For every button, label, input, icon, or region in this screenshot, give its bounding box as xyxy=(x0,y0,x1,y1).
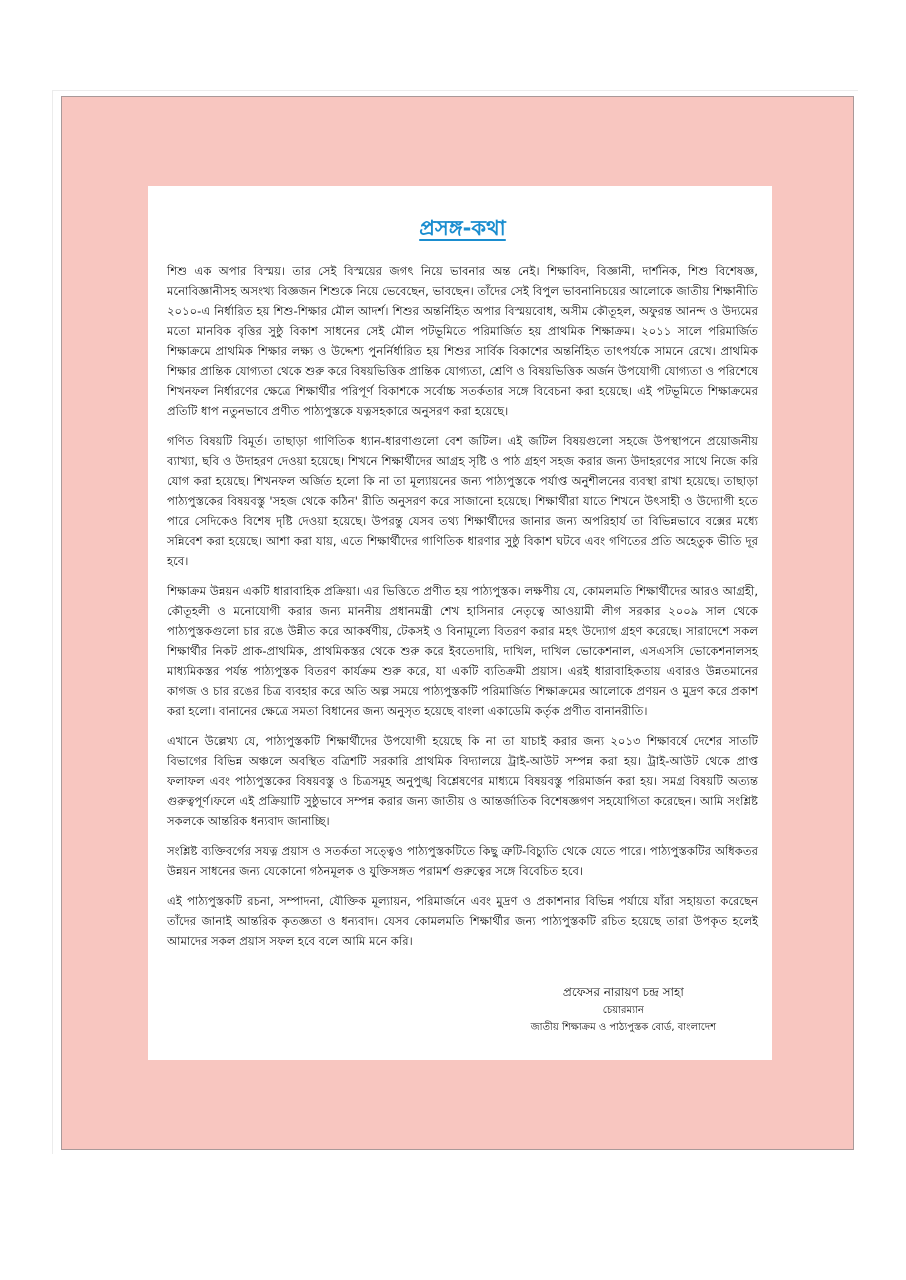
paragraph: এই পাঠ্যপুস্তকটি রচনা, সম্পাদনা, যৌক্তিক মূল্যায়ন, পরিমার্জনে এবং মুদ্রণ ও প্রকাশনার বিভিন্ন পর্যায়ে যাঁরা সহায়তা করেছেন তাঁদের জানাই আন্তরিক কৃতজ্ঞতা ও ধন্যবাদ। যেসব কোমলমতি শিক্ষার্থীর জন্য পাঠ্যপুস্তকটি রচিত হয়েছে তারা উপকৃত হলেই আমাদের সকল প্রয়াস সফল হবে বলে আমি মনে করি। xyxy=(167,894,758,948)
page-title: প্রসঙ্গ-কথা xyxy=(419,216,506,240)
preface-card xyxy=(148,186,772,1060)
paragraph: শিক্ষাক্রম উন্নয়ন একটি ধারাবাহিক প্রক্রিয়া। এর ভিত্তিতে প্রণীত হয় পাঠ্যপুস্তক। লক্ষণীয় যে, কোমলমতি শিক্ষার্থীদের আরও আগ্রহী, কৌতূহলী ও মনোযোগী করার জন্য মাননীয় প্রধানমন্ত্রী শেখ হাসিনার নেতৃত্বে আওয়ামী লীগ সরকার ২০০৯ সাল থেকে পাঠ্যপুস্তকগুলো চার রঙে উন্নীত করে আকর্ষণীয়, টেকসই ও বিনামূল্যে বিতরণ করার মহৎ উদ্যোগ গ্রহণ করেছে। সারাদেশে সকল শিক্ষার্থীর নিকট প্রাক-প্রাথমিক, প্রাথমিকস্তর থেকে শুরু করে ইবতেদায়ি, দাখিল, দাখিল ভোকেশনাল, এসএসসি ভোকেশনালসহ মাধ্যমিকস্তর পর্যন্ত পাঠ্যপুস্তক বিতরণ কার্যক্রম শুরু করে, যা একটি ব্যতিক্রমী প্রয়াস। এরই ধারাবাহিকতায় এবারও উন্নতমানের কাগজ ও চার রঙের চিত্র ব্যবহার করে অতি অল্প সময়ে পাঠ্যপুস্তকটি পরিমার্জিত শিক্ষাক্রমের আলোকে প্রণয়ন ও মুদ্রণ করে প্রকাশ করা হলো। বানানের ক্ষেত্রে সমতা বিধানের জন্য অনুসৃত হয়েছে বাংলা একাডেমি কর্তৃক প্রণীত বানানরীতি। xyxy=(167,584,758,718)
paragraph: গণিত বিষয়টি বিমূর্ত। তাছাড়া গাণিতিক ধ্যান-ধারণাগুলো বেশ জটিল। এই জটিল বিষয়গুলো সহজে উপস্থাপনে প্রয়োজনীয় ব্যাখ্যা, ছবি ও উদাহরণ দেওয়া হয়েছে। শিখনে শিক্ষার্থীদের আগ্রহ সৃষ্টি ও পাঠ গ্রহণ সহজ করার জন্য উদাহরণের সাথে নিজে করি যোগ করা হয়েছে। শিখনফল অর্জিত হলো কি না তা মূল্যায়নের জন্য পাঠ্যপুস্তকে পর্যাপ্ত অনুশীলনের ব্যবস্থা রাখা হয়েছে। তাছাড়া পাঠ্যপুস্তকের বিষয়বস্তু 'সহজ থেকে কঠিন' রীতি অনুসরণ করে সাজানো হয়েছে। শিক্ষার্থীরা যাতে শিখনে উৎসাহী ও উদ্যোগী হতে পারে সেদিকেও বিশেষ দৃষ্টি দেওয়া হয়েছে। উপরন্তু যেসব তথ্য শিক্ষার্থীদের জানার জন্য অপরিহার্য তা বিভিন্নভাবে বক্সের মধ্যে সন্নিবেশ করা হয়েছে। আশা করা যায়, এতে শিক্ষার্থীদের গাণিতিক ধারণার সুষ্ঠু বিকাশ ঘটবে এবং গণিতের প্রতি অহেতুক ভীতি দূর হবে। xyxy=(167,434,758,568)
signatory-title: চেয়ারম্যান xyxy=(602,1005,644,1016)
signature-block xyxy=(531,983,716,1036)
signatory-organization: জাতীয় শিক্ষাক্রম ও পাঠ্যপুস্তক বোর্ড, বাংলাদেশ xyxy=(530,1022,716,1033)
paragraph: শিশু এক অপার বিস্ময়। তার সেই বিস্ময়ের জগৎ নিয়ে ভাবনার অন্ত নেই। শিক্ষাবিদ, বিজ্ঞানী, দার্শনিক, শিশু বিশেষজ্ঞ, মনোবিজ্ঞানীসহ অসংখ্য বিজ্ঞজন শিশুকে নিয়ে ভেবেছেন, ভাবছেন। তাঁদের সেই বিপুল ভাবনানিচয়ের আলোকে জাতীয় শিক্ষানীতি ২০১০-এ নির্ধারিত হয় শিশু-শিক্ষার মৌল আদর্শ। শিশুর অন্তর্নিহিত অপার বিস্ময়বোধ, অসীম কৌতূহল, অফুরন্ত আনন্দ ও উদ্যমের মতো মানবিক বৃত্তির সুষ্ঠু বিকাশ সাধনের সেই মৌল পটভূমিতে পরিমার্জিত হয় প্রাথমিক শিক্ষাক্রম। ২০১১ সালে পরিমার্জিত শিক্ষাক্রমে প্রাথমিক শিক্ষার লক্ষ্য ও উদ্দেশ্য পুনর্নির্ধারিত হয় শিশুর সার্বিক বিকাশের অন্তর্নিহিত তাৎপর্যকে সামনে রেখে। প্রাথমিক শিক্ষার প্রান্তিক যোগ্যতা থেকে শুরু করে বিষয়ভিত্তিক প্রান্তিক যোগ্যতা, শ্রেণি ও বিষয়ভিত্তিক অর্জন উপযোগী যোগ্যতা ও পরিশেষে শিখনফল নির্ধারণের ক্ষেত্রে শিক্ষার্থীর পরিপূর্ণ বিকাশকে সর্বোচ্চ সতর্কতার সঙ্গে বিবেচনা করা হয়েছে। এই পটভূমিতে শিক্ষাক্রমের প্রতিটি ধাপ নতুনভাবে প্রণীত পাঠ্যপুস্তকে যত্নসহকারে অনুসরণ করা হয়েছে। xyxy=(167,264,758,418)
paragraph: এখানে উল্লেখ্য যে, পাঠ্যপুস্তকটি শিক্ষার্থীদের উপযোগী হয়েছে কি না তা যাচাই করার জন্য ২০১৩ শিক্ষাবর্ষে দেশের সাতটি বিভাগের বিভিন্ন অঞ্চলে অবস্থিত বত্রিশটি সরকারি প্রাথমিক বিদ্যালয়ে ট্রাই-আউট সম্পন্ন করা হয়। ট্রাই-আউট থেকে প্রাপ্ত ফলাফল এবং পাঠ্যপুস্তকের বিষয়বস্তু ও চিত্রসমূহ অনুপুঙ্খ বিশ্লেষণের মাধ্যমে বিষয়বস্তু পরিমার্জন করা হয়। সমগ্র বিষয়টি অত্যন্ত গুরুত্বপূর্ণ।ফলে এই প্রক্রিয়াটি সুষ্ঠুভাবে সম্পন্ন করার জন্য জাতীয় ও আন্তর্জাতিক বিশেষজ্ঞগণ সহযোগিতা করেছেন। আমি সংশ্লিষ্ট সকলকে আন্তরিক ধন্যবাদ জানাচ্ছি। xyxy=(167,734,758,828)
signatory-name: প্রফেসর নারায়ণ চন্দ্র সাহা xyxy=(562,985,684,999)
paragraph: সংশ্লিষ্ট ব্যক্তিবর্গের সযত্ন প্রয়াস ও সতর্কতা সত্ত্বেও পাঠ্যপুস্তকটিতে কিছু ত্রুটি-বিচ্যুতি থেকে যেতে পারে। পাঠ্যপুস্তকটির অধিকতর উন্নয়ন সাধনের জন্য যেকোনো গঠনমূলক ও যুক্তিসঙ্গত পরামর্শ গুরুত্বের সঙ্গে বিবেচিত হবে। xyxy=(167,844,758,878)
